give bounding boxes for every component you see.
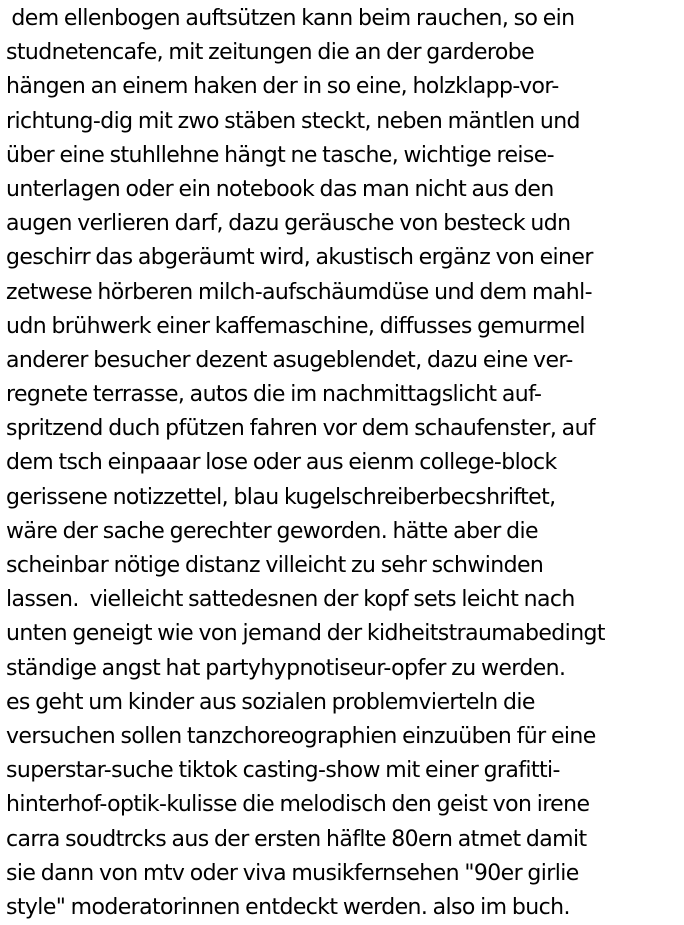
text-line: carra soudtrcks aus der ersten häflte 80ern atmet damit bbox=[6, 826, 587, 852]
text-line: superstar-suche tiktok casting-show mit einer grafitti- bbox=[6, 758, 560, 784]
text-line: anderer besucher dezent asugeblendet, dazu eine ver- bbox=[6, 347, 573, 373]
text-line: scheinbar nötige distanz villeicht zu sehr schwinden bbox=[6, 553, 544, 578]
text-line: ständige angst hat partyhypnotiseur-opfer zu werden. bbox=[6, 655, 566, 681]
text-line: hinterhof-optik-kulisse die melodisch den geist von irene bbox=[6, 792, 590, 818]
text-line: unterlagen oder ein notebook das man nicht aus den bbox=[6, 176, 554, 202]
text-line: dem ellenbogen auftsützen kann beim rauchen, so ein bbox=[6, 6, 575, 31]
text-line: hängen an einem haken der in so eine, holzklapp-vor- bbox=[6, 74, 559, 100]
text-line: studnetencafe, mit zeitungen die an der garderobe bbox=[6, 40, 535, 66]
text-line: zetwese hörberen milch-aufschäumdüse und dem mahl- bbox=[6, 279, 592, 305]
text-line: wäre der sache gerechter geworden. hätte aber die bbox=[6, 518, 538, 544]
text-line: dem tsch einpaaar lose oder aus eienm college-block bbox=[6, 450, 557, 476]
document-body bbox=[6, 2, 682, 925]
text-line: über eine stuhllehne hängt ne tasche, wichtige reise- bbox=[6, 142, 555, 168]
text-line: richtung-dig mit zwo stäben steckt, neben mäntlen und bbox=[6, 108, 580, 134]
text-line: versuchen sollen tanzchoreographien einzuüben für eine bbox=[6, 723, 596, 749]
text-line: udn brühwerk einer kaffemaschine, diffusses gemurmel bbox=[6, 313, 585, 339]
text-line: augen verlieren darf, dazu geräusche von besteck udn bbox=[6, 211, 571, 237]
text-line: unten geneigt wie von jemand der kidheitstraumabedingt bbox=[6, 621, 605, 647]
text-line: lassen. vielleicht sattedesnen der kopf sets leicht nach bbox=[6, 587, 575, 613]
text-line: geschirr das abgeräumt wird, akustisch ergänz von einer bbox=[6, 245, 593, 271]
text-line: sie dann von mtv oder viva musikfernsehen "90er girlie bbox=[6, 860, 579, 886]
text-line: es geht um kinder aus sozialen problemvierteln die bbox=[6, 689, 535, 715]
text-line: regnete terrasse, autos die im nachmittagslicht auf- bbox=[6, 382, 542, 408]
text-line: gerissene notizzettel, blau kugelschreiberbecshriftet, bbox=[6, 484, 556, 510]
text-line: spritzend duch pfützen fahren vor dem schaufenster, auf bbox=[6, 416, 596, 442]
text-line: style" moderatorinnen entdeckt werden. also im buch. bbox=[6, 894, 570, 920]
